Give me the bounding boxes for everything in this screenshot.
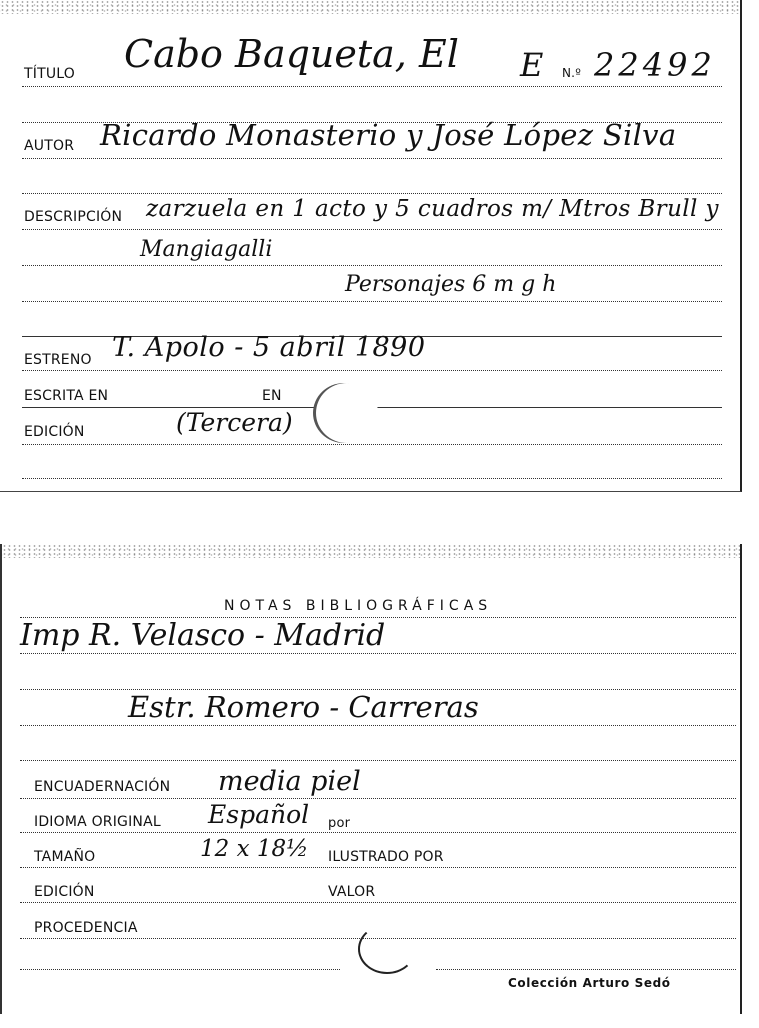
procedencia-label: PROCEDENCIA xyxy=(34,920,138,936)
numero-label: N.º xyxy=(562,66,582,80)
erased-stamp-mark xyxy=(316,383,378,443)
partial-stamp-mark xyxy=(358,924,416,974)
rule-line xyxy=(22,229,722,230)
edicion-value: (Tercera) xyxy=(176,408,293,437)
idioma-original-value: Español xyxy=(208,800,310,829)
descripcion-value-line1: zarzuela en 1 acto y 5 cuadros m/ Mtros Brull y xyxy=(146,196,719,222)
edicion-bottom-label: EDICIÓN xyxy=(34,884,95,900)
catalog-card-bottom xyxy=(0,544,742,1014)
rule-line xyxy=(22,478,722,479)
card-bottom-edge-texture xyxy=(2,544,740,558)
encuadernacion-value: media piel xyxy=(218,766,361,797)
catalog-card-top xyxy=(0,0,742,492)
idioma-original-label: IDIOMA ORIGINAL xyxy=(34,814,161,830)
rule-line xyxy=(22,370,722,371)
descripcion-label: DESCRIPCIÓN xyxy=(24,209,123,225)
rule-line xyxy=(22,444,722,445)
rule-line xyxy=(22,193,722,194)
descripcion-value-line2: Mangiagalli xyxy=(140,237,273,262)
estreno-value: T. Apolo - 5 abril 1890 xyxy=(112,332,426,363)
valor-label: VALOR xyxy=(328,884,376,900)
por-label: por xyxy=(328,816,351,831)
autor-value: Ricardo Monasterio y José López Silva xyxy=(100,118,677,152)
notas-line-1: Imp R. Velasco - Madrid xyxy=(20,618,386,653)
rule-line xyxy=(22,301,722,302)
tamano-label: TAMAÑO xyxy=(34,849,96,865)
titulo-label: TÍTULO xyxy=(24,66,75,82)
rule-line xyxy=(20,798,736,799)
notas-line-2: Estr. Romero - Carreras xyxy=(128,690,479,724)
escrita-en-label: ESCRITA EN xyxy=(24,388,109,404)
rule-line xyxy=(20,969,340,970)
rule-line xyxy=(20,832,736,833)
titulo-value: Cabo Baqueta, El xyxy=(124,32,459,76)
en-label: EN xyxy=(262,388,282,404)
collection-footer: Colección Arturo Sedó xyxy=(508,976,671,990)
tamano-value: 12 x 18½ xyxy=(200,836,309,862)
registro-prefix: E xyxy=(520,46,544,84)
autor-label: AUTOR xyxy=(24,138,75,154)
rule-line xyxy=(20,902,736,903)
rule-line xyxy=(20,760,736,761)
card-top-edge-texture xyxy=(0,0,740,14)
rule-line xyxy=(20,725,736,726)
ilustrado-por-label: ILUSTRADO POR xyxy=(328,849,444,865)
rule-line xyxy=(20,867,736,868)
rule-line xyxy=(22,158,722,159)
rule-line xyxy=(22,86,722,87)
estreno-label: ESTRENO xyxy=(24,352,92,368)
rule-line xyxy=(22,265,722,266)
numero-value: 22492 xyxy=(594,46,716,84)
encuadernacion-label: ENCUADERNACIÓN xyxy=(34,779,171,795)
notas-bibliograficas-title: NOTAS BIBLIOGRÁFICAS xyxy=(224,598,493,614)
rule-line xyxy=(20,653,736,654)
descripcion-value-line3: Personajes 6 m g h xyxy=(345,272,557,297)
edicion-label: EDICIÓN xyxy=(24,424,85,440)
rule-line xyxy=(436,969,736,970)
